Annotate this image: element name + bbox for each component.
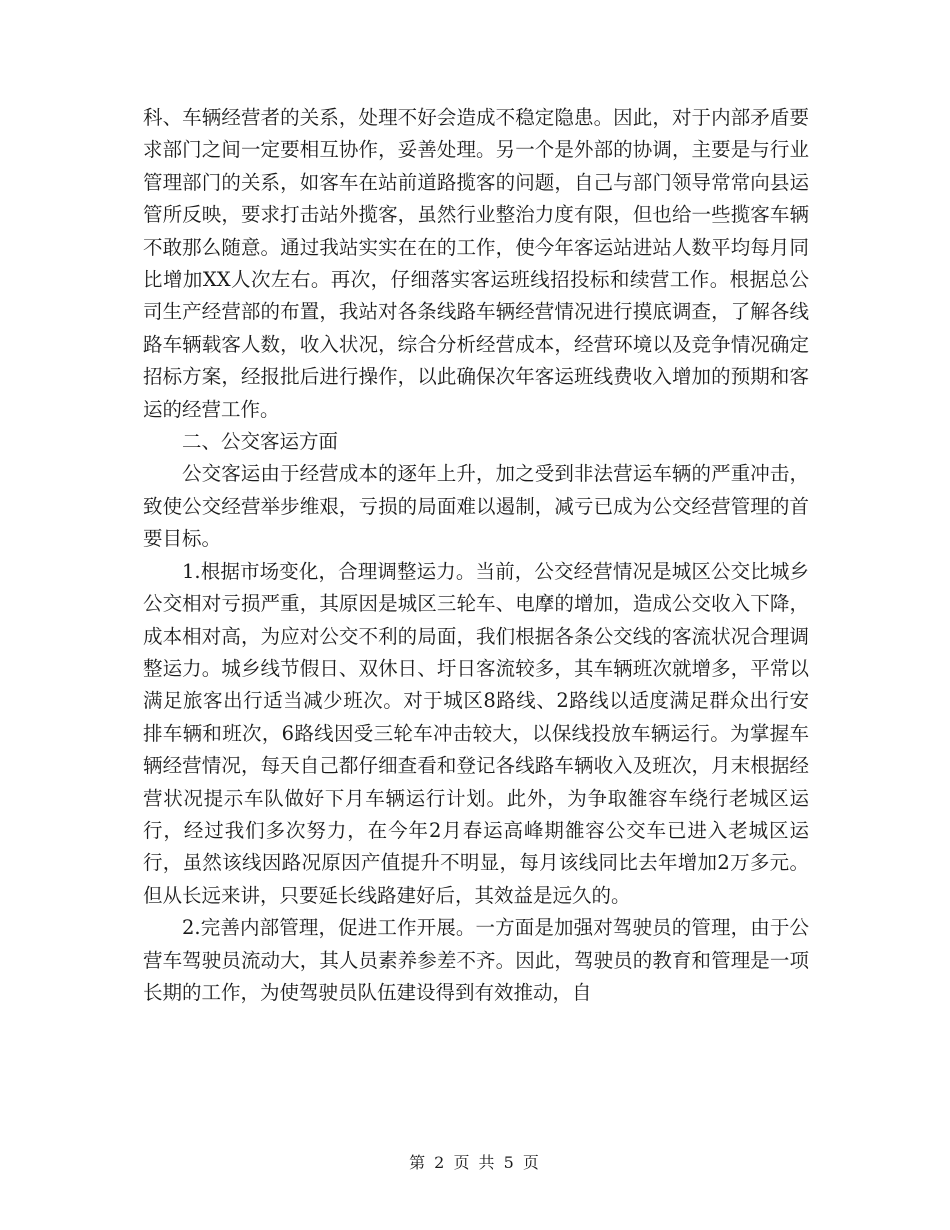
section-heading-bus-transport: 二、公交客运方面 <box>182 430 339 454</box>
paragraph-item-1: 1.根据市场变化，合理调整运力。当前，公交经营情况是城区公交比城乡公交相对亏损严重，其原因是城区三轮车、电摩的增加，造成公交收入下降，成本相对高，为应对公交不利的局面，我们根据各条公交线的客流状况合理调整运力。城乡线节假日、双休日、圩日客流较多，其车辆班次就增多，平常以满足旅客出行适当减少班次。对于城区8路线、2路线以适度满足群众出行安排车辆和班次，6路线因受三轮车冲击较大，以保线投放车辆运行。为掌握车辆经营情况，每天自己都仔细查看和登记各线路车辆收入及班次，月末根据经营状况提示车队做好下月车辆运行计划。此外，为争取雒容车绕行老城区运行，经过我们多次努力，在今年2月春运高峰期雒容公交车已进入老城区运行，虽然该线因路况原因产值提升不明显，每月该线同比去年增加2万多元。但从长远来讲，只要延长线路建好后，其效益是远久的。 <box>143 559 809 907</box>
paragraph-bus-intro: 公交客运由于经营成本的逐年上升，加之受到非法营运车辆的严重冲击，致使公交经营举步维艰，亏损的局面难以遏制，减亏已成为公交经营管理的首要目标。 <box>143 462 809 551</box>
page-number-footer: 第 2 页 共 5 页 <box>409 1153 541 1172</box>
paragraph-continued: 科、车辆经营者的关系，处理不好会造成不稳定隐患。因此，对于内部矛盾要求部门之间一定要相互协作，妥善处理。另一个是外部的协调，主要是与行业管理部门的关系，如客车在站前道路揽客的问题，自己与部门领导常常向县运管所反映，要求打击站外揽客，虽然行业整治力度有限，但也给一些揽客车辆不敢那么随意。通过我站实实在在的工作，使今年客运站进站人数平均每月同比增加XX人次左右。再次，仔细落实客运班线招投标和续营工作。根据总公司生产经营部的布置，我站对各条线路车辆经营情况进行摸底调查，了解各线路车辆载客人数，收入状况，综合分析经营成本，经营环境以及竞争情况确定招标方案，经报批后进行操作，以此确保次年客运班线费收入增加的预期和客运的经营工作。 <box>143 106 809 421</box>
document-body <box>143 102 809 1009</box>
paragraph-item-2: 2.完善内部管理，促进工作开展。一方面是加强对驾驶员的管理，由于公营车驾驶员流动大，其人员素养参差不齐。因此，驾驶员的教育和管理是一项长期的工作，为使驾驶员队伍建设得到有效推动，自 <box>143 916 809 1004</box>
